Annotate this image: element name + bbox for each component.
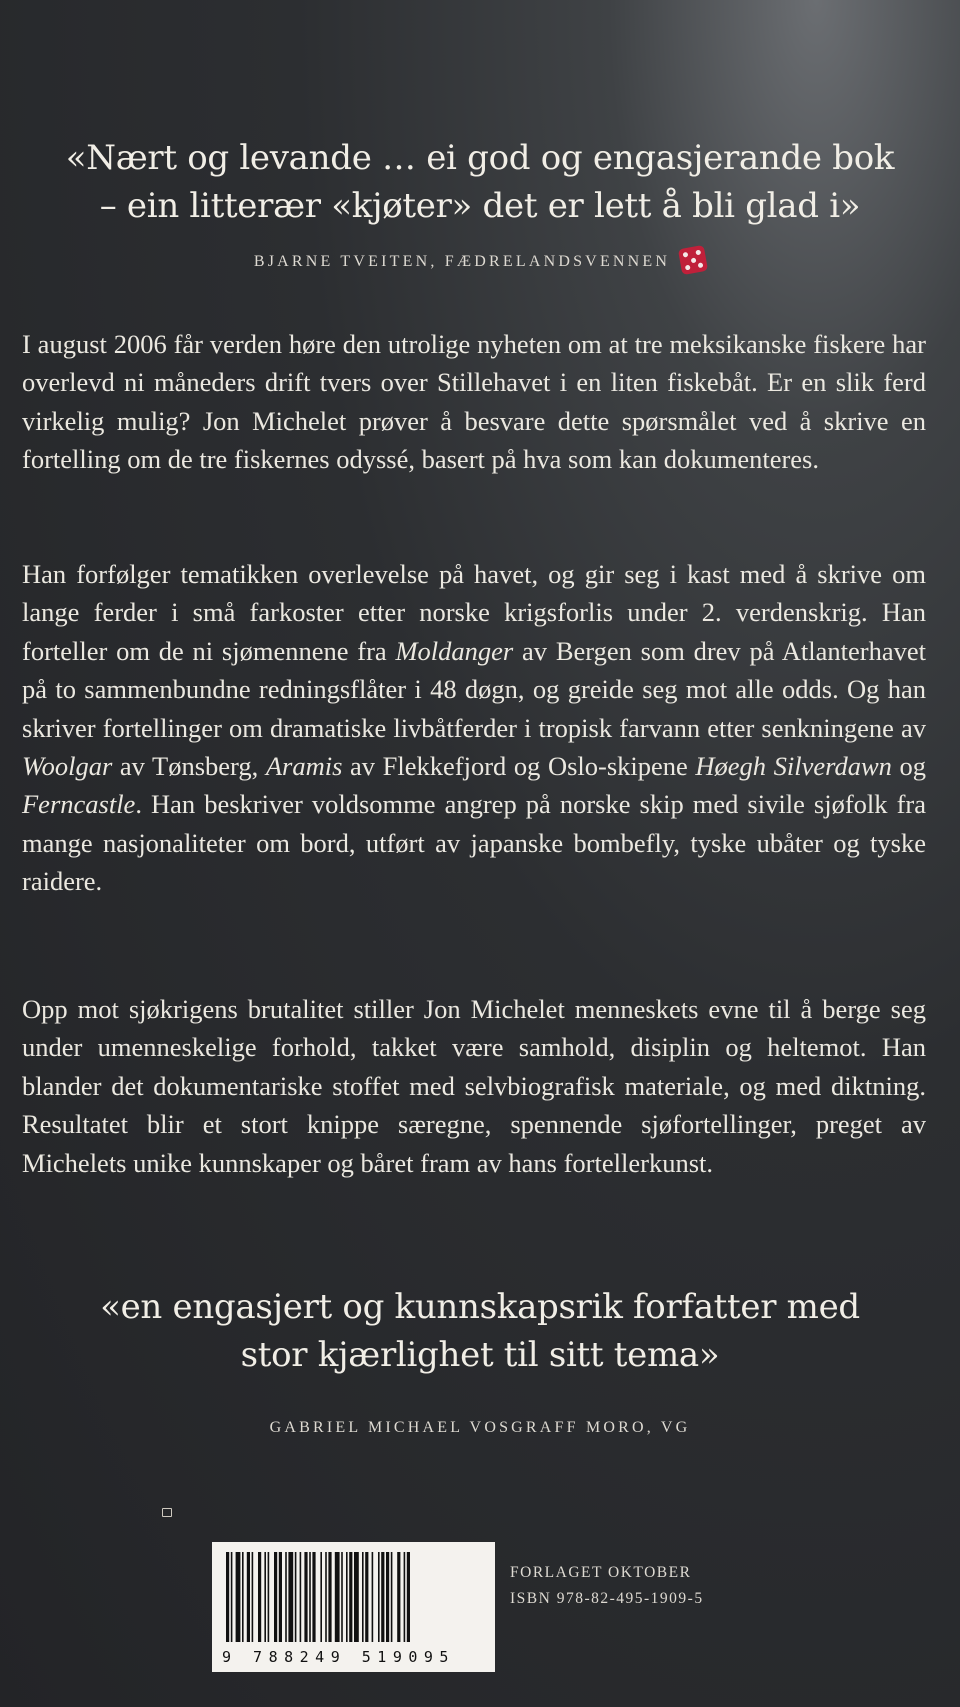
dice-five-icon	[678, 245, 708, 275]
small-square-mark	[162, 1508, 172, 1517]
ship-name-aramis: Aramis	[265, 751, 343, 782]
barcode-bar	[346, 1552, 348, 1642]
barcode-bar	[304, 1552, 307, 1642]
top-quote-attribution: BJARNE TVEITEN, FÆDRELANDSVENNEN	[253, 253, 671, 270]
barcode-bar	[365, 1552, 368, 1642]
top-quote-attribution-row	[40, 247, 920, 273]
p2-text-f: . Han beskriver voldsomme angrep på norske skip med sivile sjøfolk fra mange nasjonaliteter om bord, utført av japanske bombefly, tyske ubåter og tyske raidere.	[22, 789, 926, 897]
barcode-bar	[252, 1552, 254, 1642]
isbn-barcode	[212, 1542, 495, 1672]
top-quote-line-2: – ein litterær «kjøter» det er lett å bli glad i»	[99, 186, 861, 226]
description-paragraph-2	[22, 555, 926, 901]
barcode-bar	[231, 1552, 233, 1642]
barcode-bar	[354, 1552, 359, 1642]
barcode-bar	[372, 1552, 374, 1642]
barcode-digits: 9 788249 519095	[222, 1648, 455, 1666]
barcode-bar	[341, 1552, 343, 1642]
barcode-bar	[391, 1552, 393, 1642]
description-paragraph-3: Opp mot sjøkrigens brutalitet stiller Jon Michelet menneskets evne til å berge seg under umenneskelige forhold, takket være samhold, disiplin og heltemot. Han blander det dokumentariske stoffet med selvbiografisk materiale, og med diktning. Resultatet blir et stort knippe særegne, spennende sjøfortellinger, preget av Michelets unike kunnskaper og båret fram av hans fortellerkunst.	[22, 994, 926, 1178]
barcode-bar	[279, 1552, 282, 1642]
barcode-bar	[362, 1552, 364, 1642]
publisher-name: FORLAGET OKTOBER	[510, 1564, 692, 1581]
bottom-review-quote	[40, 1283, 920, 1379]
barcode-bar	[328, 1552, 331, 1642]
barcode-bar	[407, 1552, 410, 1642]
barcode-bar	[312, 1552, 315, 1642]
barcode-bar	[274, 1552, 277, 1642]
barcode-bar	[226, 1552, 229, 1642]
barcode-bar	[320, 1552, 322, 1642]
barcode-bar	[242, 1552, 244, 1642]
ship-name-woolgar: Woolgar	[22, 751, 113, 782]
ship-name-moldanger: Moldanger	[395, 635, 514, 666]
top-quote-line-1: «Nært og levande … ei god og engasjerande bok	[65, 138, 895, 178]
barcode-bar	[295, 1552, 297, 1642]
bottom-quote-line-1: «en engasjert og kunnskapsrik forfatter med	[100, 1287, 860, 1327]
barcode-bar	[236, 1552, 241, 1642]
top-review-quote	[40, 134, 920, 230]
barcode-bar	[335, 1552, 340, 1642]
barcode-bars	[226, 1552, 484, 1642]
barcode-bar	[404, 1552, 406, 1642]
p2-text-b: av Bergen som drev på Atlanterhavet på to sammenbundne redningsflåter i 48 døgn, og greide seg mot alle odds. Og han skriver fortellinger om dramatiske livbåtferder i tropisk farvann etter senkningene av	[22, 635, 926, 743]
barcode-bar	[300, 1552, 302, 1642]
ship-name-ferncastle: Ferncastle	[22, 789, 136, 820]
bottom-quote-attribution: GABRIEL MICHAEL VOSGRAFF MORO, VG	[269, 1419, 691, 1436]
barcode-bar	[349, 1552, 352, 1642]
barcode-bar	[386, 1552, 389, 1642]
barcode-bar	[309, 1552, 311, 1642]
p2-text-e: og	[891, 751, 926, 782]
bottom-quote-line-2: stor kjærlighet til sitt tema»	[240, 1335, 720, 1375]
barcode-bar	[381, 1552, 384, 1642]
description-paragraph-1: I august 2006 får verden høre den utrolige nyheten om at tre meksikanske fiskere har overlevd ni måneders drift tvers over Stillehavet i en liten fiskebåt. Er en slik ferd virkelig mulig? Jon Michelet prøver å besvare dette spørsmålet ved å skrive en fortelling om de tre fiskernes odyssé, basert på hva som kan dokumenteres.	[22, 329, 926, 475]
barcode-bar	[268, 1552, 270, 1642]
barcode-bar	[397, 1552, 400, 1642]
p2-text-a: Han forfølger tematikken overlevelse på havet, og gir seg i kast med å skrive om lange ferder i små farkoster etter norske krigsforlis under 2. verdenskrig. Han forteller om de ni sjømennene fra	[22, 559, 926, 666]
barcode-bar	[264, 1552, 266, 1642]
barcode-bar	[288, 1552, 293, 1642]
barcode-bar	[247, 1552, 250, 1642]
barcode-bar	[285, 1552, 287, 1642]
p2-text-c: av Tønsberg,	[112, 751, 266, 782]
isbn-number: ISBN 978-82-495-1909-5	[510, 1590, 704, 1607]
barcode-bar	[258, 1552, 261, 1642]
barcode-bar	[378, 1552, 380, 1642]
p2-text-d: av Flekkefjord og Oslo-skipene	[342, 751, 696, 782]
ship-name-hoegh-silverdawn: Høegh Silverdawn	[695, 751, 892, 782]
barcode-bar	[325, 1552, 327, 1642]
